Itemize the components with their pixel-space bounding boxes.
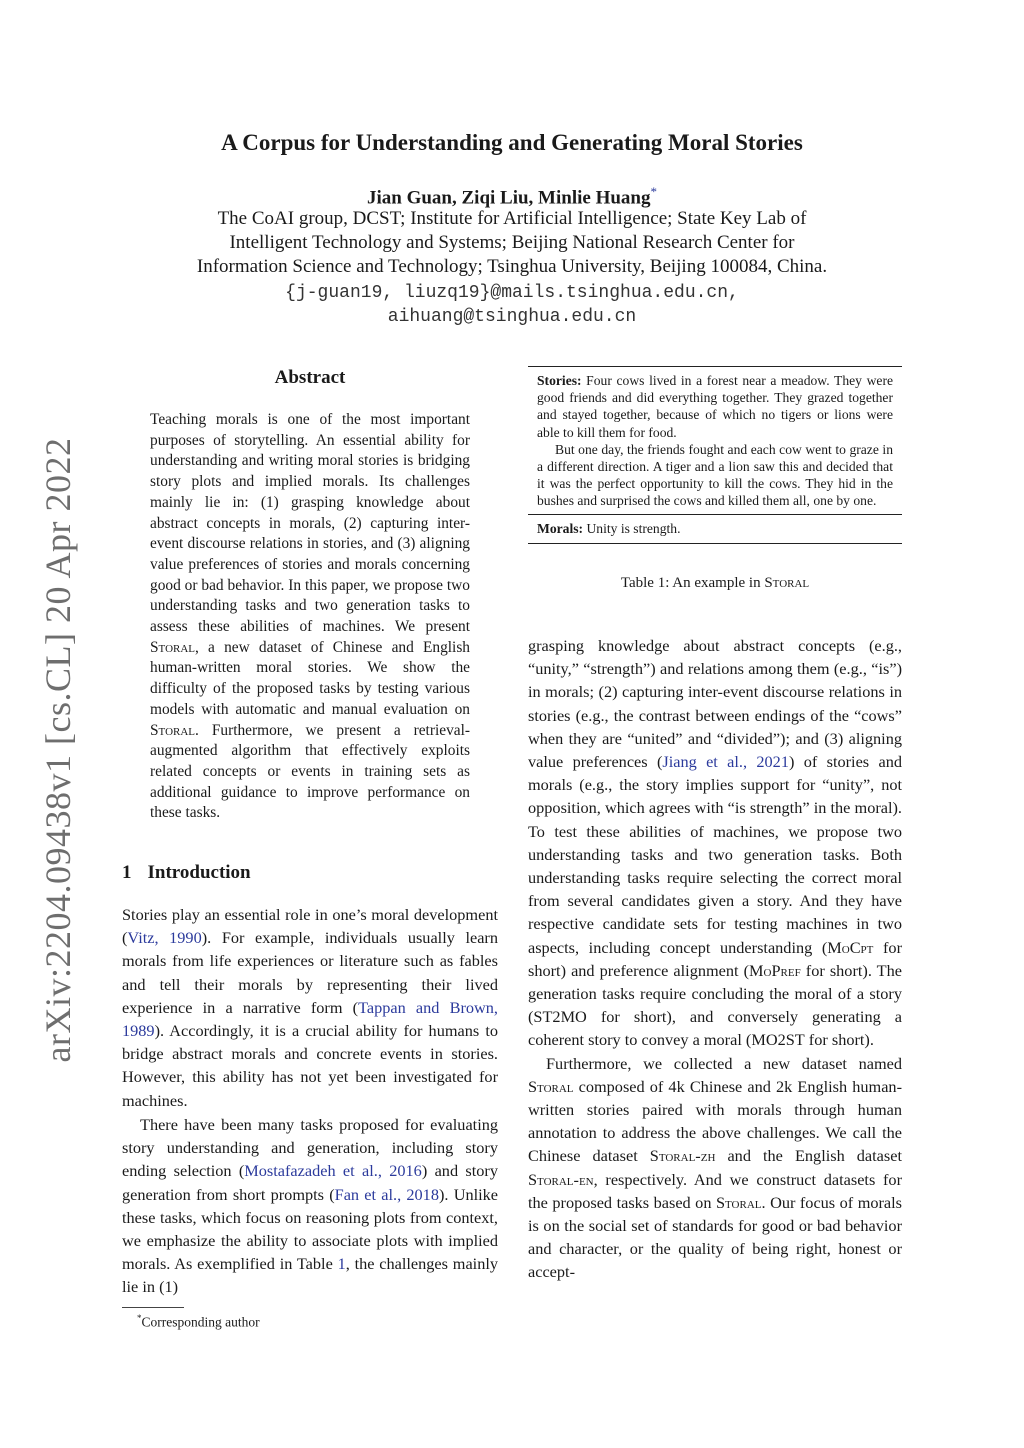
intro-paragraph-2 — [122, 1113, 498, 1299]
table-1-caption — [528, 575, 902, 592]
right-p1-text-a: grasping knowledge about abstract concepts (e.g., “unity,” “strength”) and relations among them (e.g., “is”) in morals; (2) capturing inter-event discourse relations in stories (e.g., the contrast between endings of the “cows” when they are “united” and “divided”); and (3) aligning value preferences ( — [528, 636, 902, 772]
right-p1-text-c: for short) and preference alignment ( — [528, 937, 902, 980]
story-paragraph-1: Four cows lived in a forest near a meadow. They were good friends and did everything together. They grazed together and stayed together, because of which no tigers or lions were able to kill them for food. — [537, 373, 893, 440]
intro-p2-text-d: , the challenges mainly lie in (1) — [122, 1254, 498, 1297]
right-p2-text-b: composed of 4k Chinese and 2k English human-written stories paired with morals through human annotation to address the above challenges. We call the Chinese dataset — [528, 1076, 902, 1166]
footnote-text: Corresponding author — [141, 1314, 260, 1330]
intro-p2-text-c: ). Unlike these tasks, which focus on reasoning plots from context, we emphasize the ability to associate plots with implied morals. As exemplified in Table — [122, 1184, 499, 1274]
right-p1-text-b: ) of stories and morals (e.g., the story implies support for “unity”, not opposition, which agrees with “is strength” in the moral). To test these abilities of machines, we propose two understanding tasks and two generation tasks. Both understanding tasks require selecting the correct moral from several candidates given a story. And they have respective candidate sets for testing machines in two aspects, including concept understanding ( — [528, 752, 902, 957]
right-p2-text-c: and the English dataset — [715, 1146, 902, 1166]
affiliation-line-3: Information Science and Technology; Tsinghua University, Beijing 100084, China. — [196, 256, 828, 277]
task-name-mocpt: MoCpt — [827, 937, 874, 957]
right-p1-text-e: for short), and conversely generating a coherent story to convey a moral ( — [528, 1007, 902, 1050]
right-p2-text-a: Furthermore, we collected a new dataset named — [546, 1053, 902, 1073]
intro-paragraph-1 — [122, 903, 498, 1112]
citation-link[interactable]: Tappan and Brown, 1989 — [122, 997, 498, 1041]
dataset-name-storal-zh: Storal-zh — [649, 1146, 716, 1166]
section-number: 1 — [122, 862, 132, 883]
intro-p1-text-c: ). Accordingly, it is a crucial ability for humans to bridge abstract morals and concrete events in stories. However, this ability has not yet been investigated for machines. — [122, 1021, 498, 1110]
task-name-mopref: MoPref — [749, 960, 801, 980]
abstract-heading: Abstract — [274, 367, 346, 388]
dataset-name-storal: Storal — [528, 1076, 574, 1096]
right-p2-text-d: , respectively. And we construct datasets for the proposed tasks based on — [528, 1169, 902, 1212]
table-morals-cell — [528, 514, 902, 543]
story-paragraph-2: But one day, the friends fought and each cow went to graze in a different direction. A tiger and a lion saw this and decided that it was the perfect opportunity to kill the cows. They hid in the bushes and surprised the cows and killed them all, one by one. — [537, 441, 893, 509]
dataset-name-storal-en: Storal-en — [528, 1169, 594, 1189]
email-line-2: aihuang@tsinghua.edu.cn — [387, 307, 637, 327]
abstract-text-2: , a new dataset of Chinese and English human-written moral stories. We show the difficulty of the proposed tasks by testing various models with automatic and manual evaluation on — [150, 638, 470, 718]
email-line-1: {j-guan19, liuzq19}@mails.tsinghua.edu.cn, — [285, 283, 739, 303]
footnote — [137, 1313, 260, 1331]
task-name-mo2st: MO2ST — [751, 1030, 805, 1050]
intro-p1-text-a: Stories play an essential role in one’s moral development ( — [122, 905, 498, 948]
right-p1-text-f: for short). — [804, 1030, 874, 1050]
table-reference-link[interactable]: 1 — [337, 1254, 346, 1274]
right-paragraph-2 — [528, 1052, 902, 1284]
caption-dataset-name: Storal — [764, 575, 810, 591]
right-column-body — [528, 634, 902, 1284]
morals-label: Morals: — [537, 520, 584, 536]
abstract-dataset-name-1: Storal — [150, 638, 196, 656]
citation-link[interactable]: Mostafazadeh et al., 2016 — [244, 1161, 422, 1181]
intro-p2-text-b: ) and story generation from short prompts ( — [122, 1161, 498, 1204]
paper-title: A Corpus for Understanding and Generating Moral Stories — [221, 130, 803, 155]
abstract-body — [150, 410, 470, 824]
corresponding-author-mark: * — [650, 184, 657, 199]
intro-p2-text-a: There have been many tasks proposed for evaluating story understanding and generation, including story ending selection ( — [122, 1115, 498, 1181]
abstract-text-1: Teaching morals is one of the most important purposes of storytelling. An essential ability for understanding and writing moral stories is bridging story plots and implied morals. Its challenges mainly lie in: (1) grasping knowledge about abstract concepts in morals, (2) capturing inter-event discourse relations in stories, and (3) aligning value preferences of stories and morals concerning good or bad behavior. In this paper, we propose two understanding tasks and two generation tasks to assess these abilities of machines. We present — [150, 411, 470, 636]
abstract-dataset-name-2: Storal — [150, 721, 196, 739]
section-title: Introduction — [147, 862, 251, 883]
author-list — [0, 184, 1024, 209]
table-stories-cell — [528, 367, 902, 514]
task-name-st2mo: ST2MO — [533, 1007, 587, 1027]
abstract-text-3: . Furthermore, we present a retrieval-augmented algorithm that effectively exploits related concepts or events in training sets as additional guidance to improve performance on these tasks. — [150, 721, 470, 822]
intro-p1-text-b: ). For example, individuals usually learn morals from life experiences or literature such as fables and tell their morals by representing their lived experience in a narrative form ( — [122, 928, 498, 1017]
citation-link[interactable]: Vitz, 1990 — [127, 928, 202, 948]
arxiv-identifier: arXiv:2204.09438v1 [cs.CL] 20 Apr 2022 — [38, 437, 78, 1063]
affiliation-line-2: Intelligent Technology and Systems; Beijing National Research Center for — [229, 232, 795, 253]
citation-link[interactable]: Fan et al., 2018 — [334, 1184, 439, 1204]
footnote-rule — [122, 1307, 184, 1308]
morals-text: Unity is strength. — [583, 520, 681, 536]
author-names: Jian Guan, Ziqi Liu, Minlie Huang — [366, 187, 651, 209]
right-p1-text-d: for short). The generation tasks require concluding the moral of a story ( — [528, 960, 902, 1027]
section-heading-introduction — [122, 862, 251, 884]
stories-label: Stories: — [537, 373, 582, 388]
dataset-name-storal: Storal — [715, 1192, 762, 1212]
right-paragraph-1 — [528, 634, 902, 1052]
table-1 — [528, 366, 902, 544]
right-p2-text-e: . Our focus of morals is on the social set of standards for good or bad behavior and character, or the quality of being right, honest or accept- — [528, 1192, 903, 1282]
caption-prefix: Table 1: An example in — [620, 575, 765, 591]
affiliation-line-1: The CoAI group, DCST; Institute for Artificial Intelligence; State Key Lab of — [217, 208, 807, 229]
citation-link[interactable]: Jiang et al., 2021 — [662, 752, 789, 772]
footnote-mark: * — [137, 1313, 142, 1323]
